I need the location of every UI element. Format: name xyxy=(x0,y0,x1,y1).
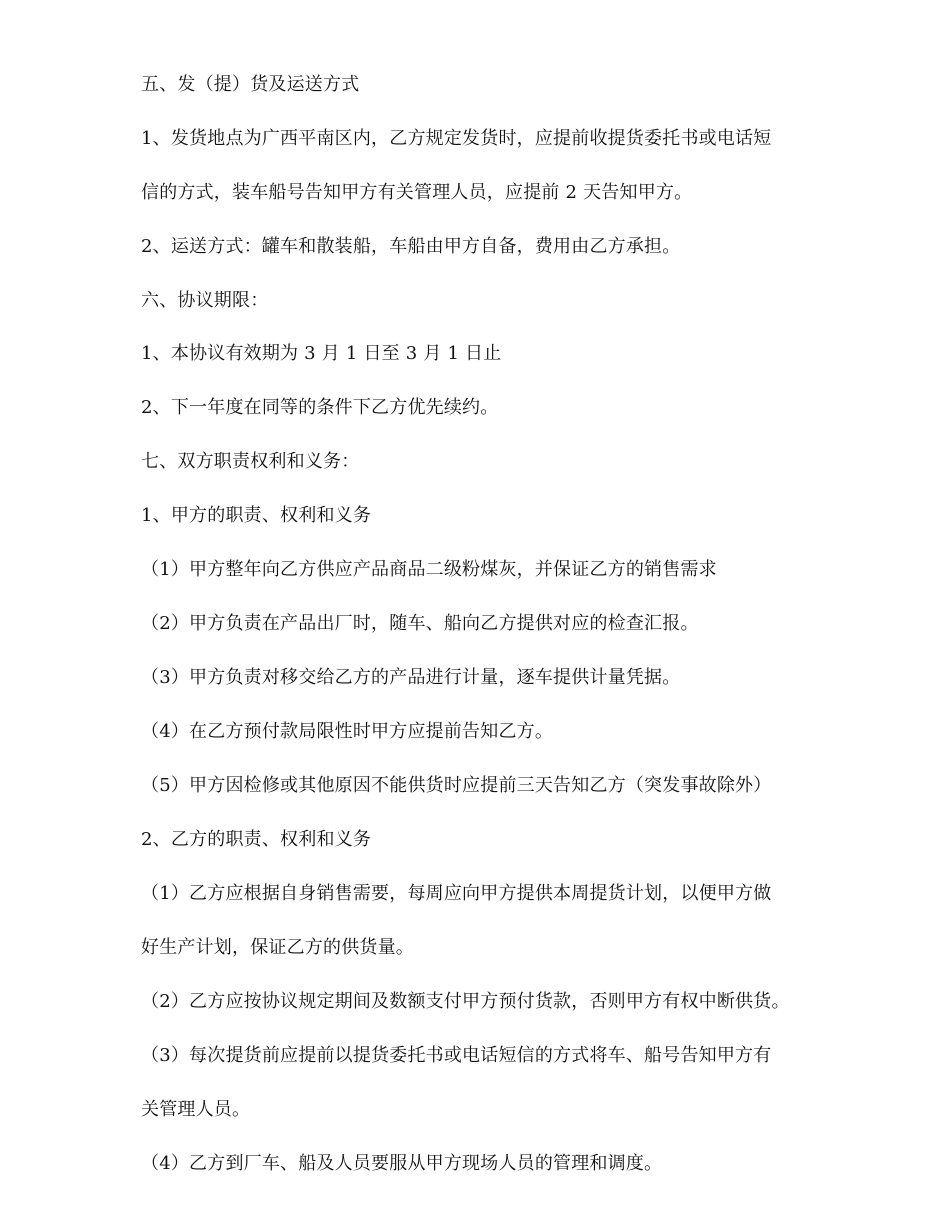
subsection-heading-party-b: 2、乙方的职责、权利和义务 xyxy=(141,829,372,850)
list-item: （4）在乙方预付款局限性时甲方应提前告知乙方。 xyxy=(141,721,554,742)
list-item: （2）甲方负责在产品出厂时，随车、船向乙方提供对应的检查汇报。 xyxy=(141,613,699,634)
section-heading-term: 六、协议期限： xyxy=(141,290,269,311)
list-item: （1）甲方整年向乙方供应产品商品二级粉煤灰，并保证乙方的销售需求 xyxy=(141,559,717,580)
section-heading-delivery: 五、发（提）货及运送方式 xyxy=(141,74,360,95)
list-item: （2）乙方应按协议规定期间及数额支付甲方预付货款，否则甲方有权中断供货。 xyxy=(141,991,790,1012)
paragraph-line: 2、运送方式：罐车和散装船，车船由甲方自备，费用由乙方承担。 xyxy=(141,236,681,257)
list-item: （5）甲方因检修或其他原因不能供货时应提前三天告知乙方（突发事故除外） xyxy=(141,775,772,796)
paragraph-line: 好生产计划，保证乙方的供货量。 xyxy=(141,937,414,958)
list-item: （4）乙方到厂车、船及人员要服从甲方现场人员的管理和调度。 xyxy=(141,1153,663,1174)
list-item: （3）每次提货前应提前以提货委托书或电话短信的方式将车、船号告知甲方有 xyxy=(141,1045,772,1066)
paragraph-line: 1、本协议有效期为 3 月 1 日至 3 月 1 日止 xyxy=(141,343,502,364)
list-item: （3）甲方负责对移交给乙方的产品进行计量，逐车提供计量凭据。 xyxy=(141,667,681,688)
subsection-heading-party-a: 1、甲方的职责、权利和义务 xyxy=(141,505,372,526)
paragraph-line: 2、下一年度在同等的条件下乙方优先续约。 xyxy=(141,397,499,418)
section-heading-duties: 七、双方职责权利和义务： xyxy=(141,451,360,472)
paragraph-line: 关管理人员。 xyxy=(141,1099,251,1120)
paragraph-line: 1、发货地点为广西平南区内，乙方规定发货时，应提前收提货委托书或电话短 xyxy=(141,128,772,149)
list-item: （1）乙方应根据自身销售需要，每周应向甲方提供本周提货计划，以便甲方做 xyxy=(141,883,772,904)
paragraph-line: 信的方式，装车船号告知甲方有关管理人员，应提前 2 天告知甲方。 xyxy=(141,182,693,203)
